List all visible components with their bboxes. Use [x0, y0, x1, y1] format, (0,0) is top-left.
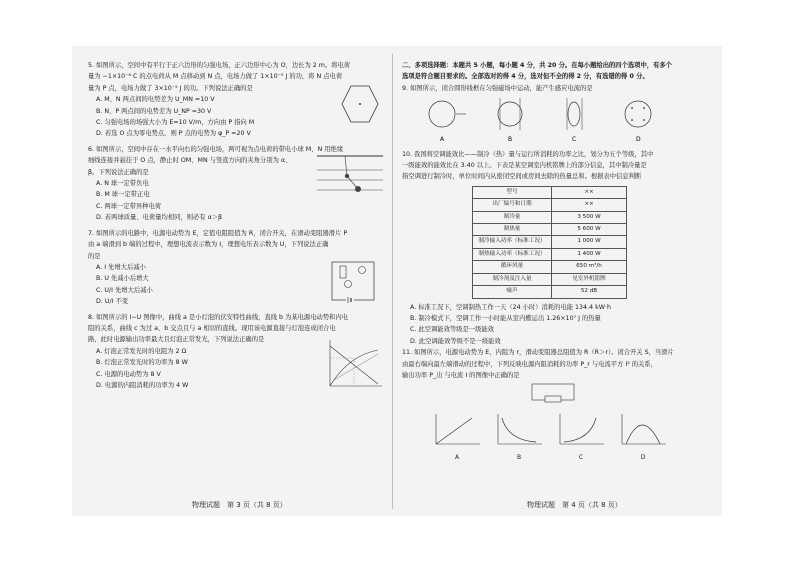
- spec-row: [473, 273, 627, 285]
- section2-heading: 选项是符合题目要求的。全部选对的得 4 分，选对但不全的得 2 分，有选错的得 0 分。: [402, 73, 649, 81]
- spec-key: 噪声: [473, 286, 552, 298]
- left-page: [88, 60, 394, 391]
- footer-right: 物理试题 第 4 页（共 8 页）: [527, 501, 622, 509]
- q7-line: 的是: [88, 252, 101, 260]
- spec-row: [473, 248, 627, 260]
- q6-option: A. N 球一定带负电: [96, 180, 149, 188]
- ac-spec-table: [472, 186, 627, 299]
- spec-key: 型号: [473, 186, 552, 198]
- spec-value: ××: [552, 186, 627, 198]
- q7-option: D. U/I 不变: [96, 298, 129, 306]
- q10-line: 指空调进行制冷时，单位时间内从密闭空间或房间去除的热量总和。根据表中信息判断: [402, 173, 642, 181]
- q9-figure-a: [429, 101, 466, 127]
- q8-option: D. 电源的内阻消耗的功率为 4 W: [96, 381, 189, 389]
- spec-row: [473, 236, 627, 248]
- q9-label-b: B: [508, 136, 513, 144]
- q11-line: 输出功率 P_出 与电流 I 的图像中正确的是: [402, 371, 520, 379]
- q8-option: B. 灯泡正常发光时的功率为 8 W: [96, 359, 188, 367]
- section2-heading: 二、多项选择题：本题共 5 小题，每小题 4 分，共 20 分。在每小题给出的四个选项中，有多个: [402, 62, 672, 69]
- spec-key: 循环风量: [473, 261, 552, 273]
- spec-value: 52 dB: [552, 286, 627, 298]
- q8-option: A. 灯泡正常发光时的电阻为 2 Ω: [96, 347, 187, 355]
- spec-key: 制热量: [473, 224, 552, 236]
- q11-graph-d: [618, 412, 668, 464]
- q11-graph-b-label: B: [516, 454, 522, 462]
- q11-graph-d-label: D: [640, 454, 646, 462]
- q6-option: C. 两球一定带异种电荷: [96, 202, 162, 210]
- q10-line: 10. 我国将空调能效比——制冷（热）量与运行所消耗的功率之比，划分为五个等级，其中: [402, 150, 654, 158]
- q11-graph-b: [494, 412, 544, 464]
- q11-circuit-figure: [402, 381, 702, 403]
- q11-graph-a-label: A: [454, 454, 460, 462]
- spec-row: [473, 211, 627, 223]
- hexagon-figure: [338, 82, 382, 126]
- q6-line: 6. 如图所示，空间中存在一水平向右的匀强电场，两可视为点电荷的带电小球 M、N 用绝缘: [88, 145, 344, 153]
- spec-value: 5 600 W: [552, 224, 627, 236]
- q11-line: 11. 如图所示，电源电动势为 E，内阻为 r，滑动变阻器总阻值为 R（R＞r）。闭合开关 S，当滑片: [402, 349, 674, 357]
- q5-option: B. N、P 两点间的电势差为 U_NP =30 V: [96, 107, 212, 115]
- q11-graph-c-label: C: [578, 454, 584, 462]
- q9-figure-b: [498, 98, 522, 130]
- spec-value: 3 500 W: [552, 211, 627, 223]
- spec-key: 制冷量: [473, 211, 552, 223]
- q6-option: B. M 球一定带正电: [96, 191, 150, 199]
- q11-graphs: [432, 412, 708, 464]
- q10-option: C. 此空调能效等级是一级能效: [410, 326, 494, 334]
- spec-row: [473, 199, 627, 211]
- spec-value: 1 000 W: [552, 236, 627, 248]
- spec-row: [473, 286, 627, 298]
- q11-graph-a: [432, 412, 482, 464]
- q7-line: 7. 如图所示的电路中，电源电动势为 E，定值电阻阻值为 R，闭合开关，在滑动变阻器滑片 P: [88, 229, 348, 237]
- spec-value: ××: [552, 199, 627, 211]
- q11-line: 由最右端向最左端滑动的过程中，下列反映电源内阻消耗的功率 P_r 与电流平方 I² 的关系，: [402, 360, 657, 368]
- footer-left: 物理试题 第 3 页（共 8 页）: [192, 501, 287, 509]
- field-balls-figure: [313, 154, 389, 204]
- q7-option: A. I 先增大后减小: [96, 263, 146, 271]
- spec-value: 见室外机铭牌: [552, 273, 627, 285]
- q8-line: 路，此时电源输出功率最大且灯泡正常发光，下列说法正确的是: [88, 336, 265, 344]
- q10-line: 一级能效的能效比在 3.40 以上。下表是某空调室内机铭牌上的部分信息，其中制冷量是: [402, 162, 647, 170]
- spec-value: 650 m³/h: [552, 261, 627, 273]
- spec-row: [473, 261, 627, 273]
- q6-line: β。下列说法正确的是: [88, 168, 149, 176]
- q10-option: D. 此空调能效等级不是一级能效: [410, 337, 501, 345]
- q9-figures: [402, 94, 702, 144]
- q11-graph-c: [556, 412, 606, 464]
- q5-line: 5. 如图所示，空间中有平行于正六边形的匀强电场，正六边形中心为 O，边长为 2 m。将电荷: [88, 62, 351, 69]
- q6-option: D. 若两球质量、电荷量均相同，则必有 α＞β: [96, 214, 223, 222]
- q5-option: C. 匀强电场的场强大小为 E=10 V/m，方向由 P 指向 M: [96, 119, 255, 127]
- q10-option: A. 标准工况下，空调制热工作一天（24 小时）消耗的电能 134.4 kW·h: [410, 303, 611, 311]
- spec-key: 制热输入功率（标准工况）: [473, 248, 552, 260]
- spec-key: 制冷输入功率（标准工况）: [473, 236, 552, 248]
- spec-value: 1 400 W: [552, 248, 627, 260]
- q8-line: 8. 如图所示的 I−U 图像中，曲线 a 是小灯泡的伏安特性曲线，直线 b 为某电源电动势和内电: [88, 313, 349, 321]
- q7-line: 由 a 端滑到 b 端的过程中，理想电流表示数为 I，理想电压表示数为 U，下列说法正确: [88, 241, 329, 249]
- circuit-figure: [328, 258, 380, 306]
- q8-line: 阻的关系，曲线 c 为过 a、b 交点且与 a 相切的直线。现用该电源直接与灯泡连成闭合电: [88, 324, 336, 332]
- q5-line: 量为 P 点，电场力做了 3×10⁻⁵ J 的功。下列说法正确的是: [88, 84, 253, 92]
- q9-figure-c: [567, 98, 582, 130]
- q9-figure-d: [625, 101, 651, 127]
- q9-label-a: A: [440, 136, 445, 144]
- q5-line: 量为 −1×10⁻⁶ C 的点电荷从 M 点移动到 N 点，电场力做了 1×10⁻⁵ J 的功，将 N 点电荷: [88, 73, 343, 81]
- q5-option: D. 若选 O 点为零电势点，则 P 点的电势为 φ_P =20 V: [96, 130, 251, 138]
- q6-line: 细线连接并悬挂于 O 点，静止时 OM、MN 与竖直方向的夹角分别为 α、: [88, 157, 292, 165]
- q9-text: 9. 如图所示，闭合圆形线框在匀强磁场中运动，能产生感应电流的是: [402, 84, 593, 92]
- spec-row: [473, 186, 627, 198]
- iu-graph-figure: [324, 336, 386, 392]
- exam-sheet: [72, 46, 722, 516]
- q7-option: C. U/I 先增大后减小: [96, 286, 153, 294]
- spec-key: 出厂编号和日期: [473, 199, 552, 211]
- q9-label-d: D: [636, 136, 641, 144]
- q10-option: B. 制冷模式下，空调工作一小时能从室内搬运出 1.26×10⁷ J 的热量: [410, 314, 601, 322]
- spec-row: [473, 224, 627, 236]
- q7-option: B. U 先减小后增大: [96, 275, 149, 283]
- spec-key: 制冷剂及注入量: [473, 273, 552, 285]
- q5-option: A. M、N 两点间的电势差为 U_MN =10 V: [96, 96, 215, 104]
- q8-option: C. 电源的电动势为 8 V: [96, 370, 161, 378]
- right-page: [402, 60, 708, 464]
- q9-label-c: C: [572, 136, 577, 144]
